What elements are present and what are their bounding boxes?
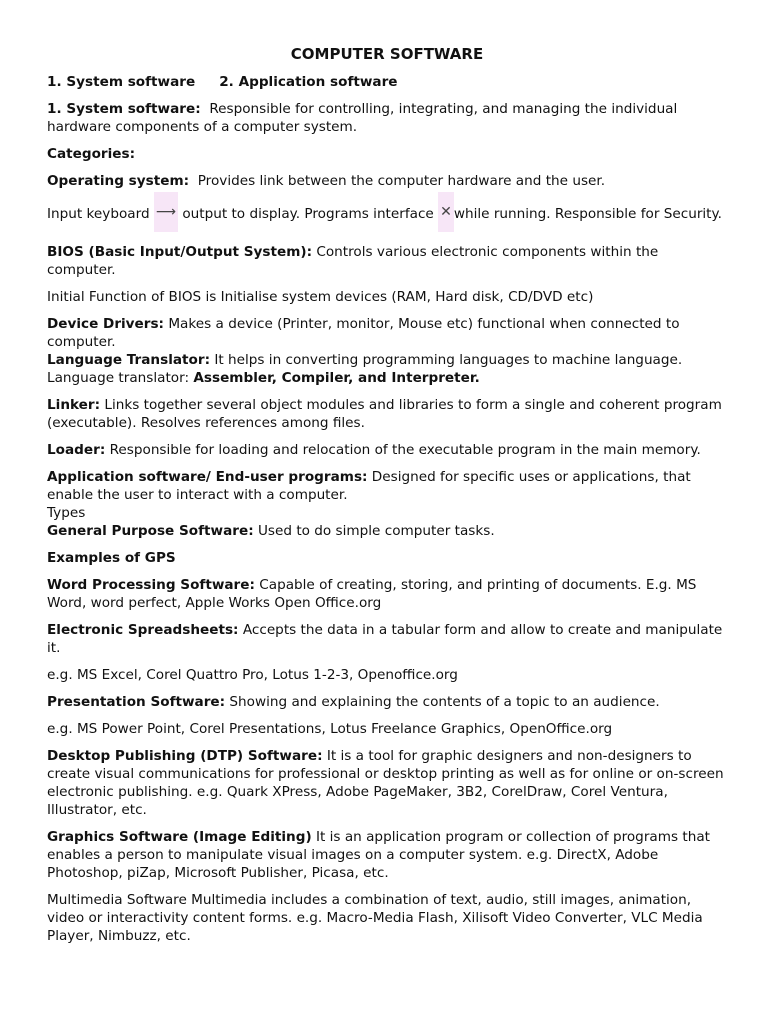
word-processing-text: Capable of creating, storing, and printing of documents. E.g. MS Word, word perfect, Apple Works Open Office.org <box>47 577 697 611</box>
language-translator-label: Language Translator: <box>47 352 211 368</box>
examples-label: Examples of GPS <box>47 550 176 566</box>
linker-paragraph <box>47 396 727 432</box>
word-processing-label: Word Processing Software: <box>47 577 255 593</box>
application-software-paragraph <box>47 468 727 504</box>
spreadsheets-label: Electronic Spreadsheets: <box>47 622 239 638</box>
categories-heading <box>47 145 727 163</box>
application-software-label: Application software/ End-user programs: <box>47 469 368 485</box>
document-page <box>47 44 727 954</box>
system-software-paragraph <box>47 100 727 136</box>
language-translator-emphasis: Assembler, Compiler, and Interpreter. <box>193 370 480 386</box>
examples-heading <box>47 549 727 567</box>
cross-highlight <box>438 192 454 232</box>
general-purpose-text: Used to do simple computer tasks. <box>257 523 495 539</box>
operating-system-label: Operating system: <box>47 173 190 189</box>
arrow-highlight <box>154 192 178 232</box>
loader-text: Responsible for loading and relocation of the executable program in the main memory. <box>109 442 701 458</box>
general-purpose-paragraph <box>47 522 727 540</box>
software-types-line <box>47 73 727 91</box>
running-text: while running. Responsible for Security. <box>453 206 722 222</box>
multimedia-paragraph: Multimedia Software Multimedia includes a combination of text, audio, still images, animation, video or interactivity content forms. e.g. Macro-Media Flash, Xilisoft Video Converter, VLC Media Player, Nimbuzz, etc. <box>47 892 703 944</box>
types-label: Types <box>47 505 86 521</box>
graphics-paragraph <box>47 828 727 882</box>
bios-function-paragraph: Initial Function of BIOS is Initialise system devices (RAM, Hard disk, CD/DVD etc) <box>47 289 594 305</box>
presentation-paragraph <box>47 693 727 711</box>
output-text: output to display. Programs interface <box>182 206 434 222</box>
graphics-text: It is an application program or collection of programs that enables a person to manipulate visual images on a computer system. e.g. DirectX, Adobe Photoshop, piZap, Microsoft Publisher, Picasa, etc. <box>47 829 710 881</box>
spreadsheets-paragraph <box>47 621 727 657</box>
system-software-text: Responsible for controlling, integrating, and managing the individual hardware components of a computer system. <box>47 101 678 135</box>
operating-system-paragraph <box>47 172 727 190</box>
arrow-right-icon: ⟶ <box>155 204 176 220</box>
dtp-label: Desktop Publishing (DTP) Software: <box>47 748 323 764</box>
page-title: COMPUTER SOFTWARE <box>290 45 484 63</box>
linker-text: Links together several object modules and libraries to form a single and coherent program (executable). Resolves references among files. <box>47 397 722 431</box>
input-text: Input keyboard <box>47 206 150 222</box>
application-software-text: Designed for specific uses or applications, that enable the user to interact with a computer. <box>47 469 691 503</box>
dtp-text: It is a tool for graphic designers and non-designers to create visual communications for professional or desktop printing as well as for online or on-screen electronic publishing. e.g. Quark XPress, Adobe PageMaker, 3B2, CorelDraw, Corel Ventura, Illustrator, etc. <box>47 748 724 818</box>
graphics-label: Graphics Software (Image Editing) <box>47 829 312 845</box>
language-translator-text: It helps in converting programming languages to machine language. Language translator: <box>47 352 683 386</box>
system-software-item: 1. System software <box>47 74 196 90</box>
language-translator-paragraph <box>47 351 727 387</box>
spreadsheets-text: Accepts the data in a tabular form and allow to create and manipulate it. <box>47 622 723 656</box>
device-drivers-paragraph <box>47 315 727 351</box>
device-drivers-text: Makes a device (Printer, monitor, Mouse etc) functional when connected to computer. <box>47 316 680 350</box>
loader-label: Loader: <box>47 442 106 458</box>
bios-paragraph <box>47 243 727 279</box>
device-drivers-label: Device Drivers: <box>47 316 164 332</box>
application-software-item: 2. Application software <box>219 74 398 90</box>
linker-label: Linker: <box>47 397 101 413</box>
presentation-label: Presentation Software: <box>47 694 226 710</box>
presentation-examples: e.g. MS Power Point, Corel Presentations, Lotus Freelance Graphics, OpenOffice.org <box>47 721 613 737</box>
general-purpose-label: General Purpose Software: <box>47 523 254 539</box>
presentation-text: Showing and explaining the contents of a topic to an audience. <box>229 694 660 710</box>
spreadsheets-examples: e.g. MS Excel, Corel Quattro Pro, Lotus 1-2-3, Openoffice.org <box>47 667 458 683</box>
cross-icon: ✕ <box>440 204 452 220</box>
system-software-label: 1. System software: <box>47 101 201 117</box>
bios-label: BIOS (Basic Input/Output System): <box>47 244 313 260</box>
loader-paragraph <box>47 441 727 459</box>
bios-text: Controls various electronic components within the computer. <box>47 244 659 278</box>
categories-label: Categories: <box>47 146 136 162</box>
operating-system-text: Provides link between the computer hardware and the user. <box>197 173 606 189</box>
dtp-paragraph <box>47 747 727 819</box>
input-output-line <box>47 194 727 234</box>
word-processing-paragraph <box>47 576 727 612</box>
